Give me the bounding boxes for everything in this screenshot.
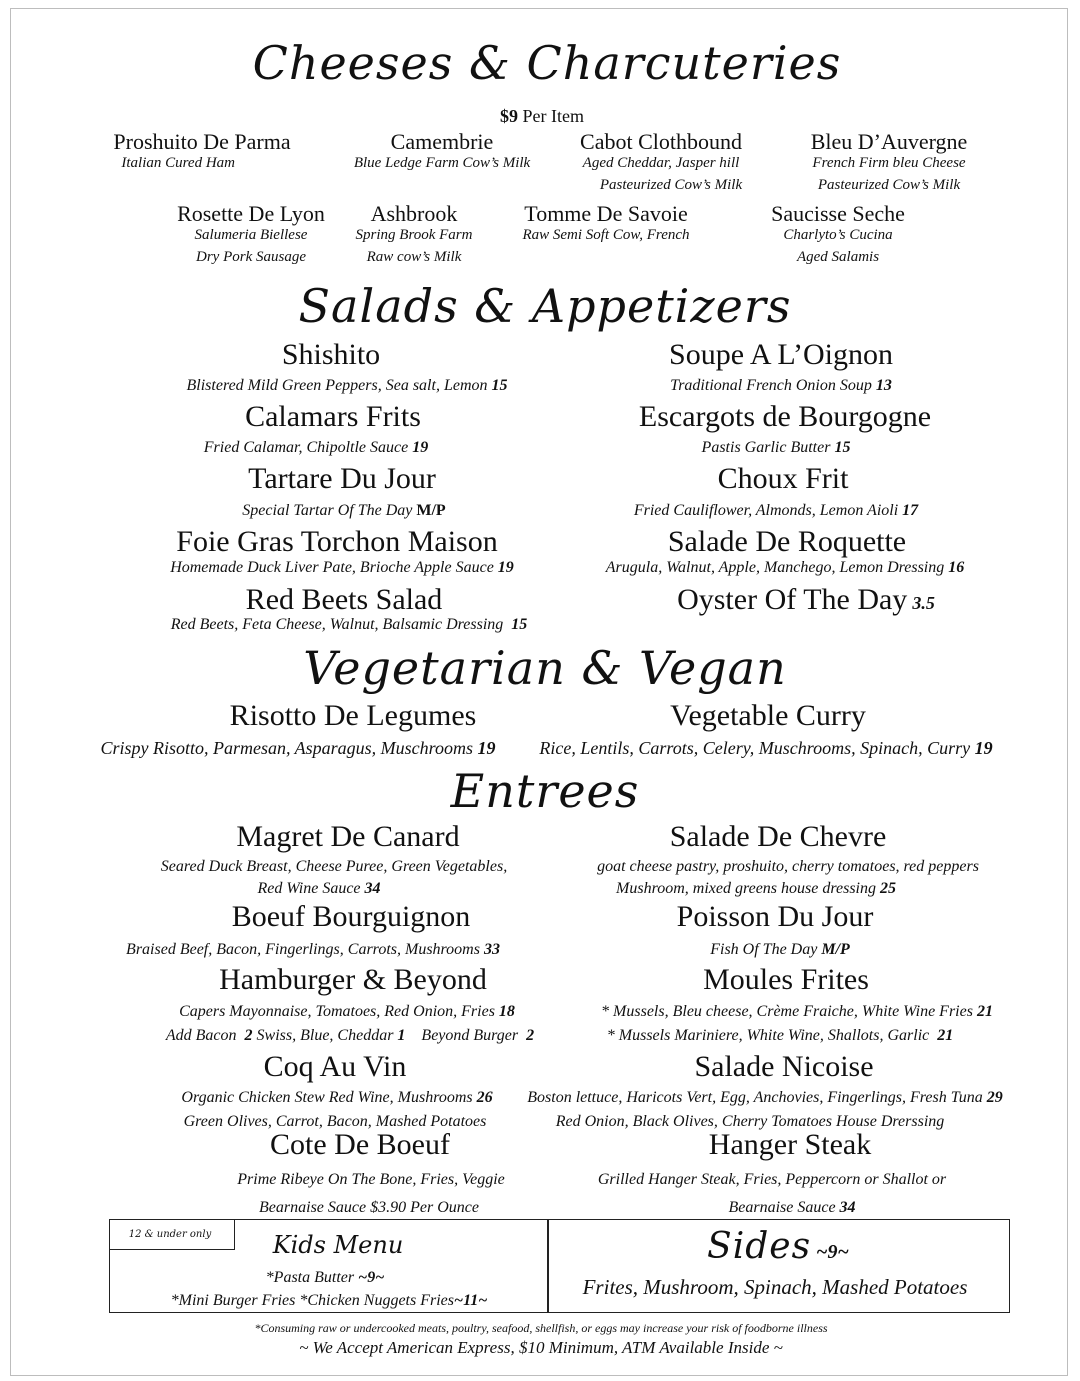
cheese-item-name: Saucisse Seche [771, 201, 905, 226]
addon-price: 2 [526, 1027, 535, 1044]
cheese-item-desc: Blue Ledge Farm Cow’s Milk [353, 155, 531, 171]
cheese-item-desc: Pasteurized Cow’s Milk [599, 176, 743, 193]
sides-price: ~9~ [816, 1241, 849, 1263]
cheese-item [811, 131, 968, 197]
menu-item-price: 25 [879, 879, 896, 897]
salads-section-title: Salads & Appetizers [298, 279, 792, 333]
cheese-item [580, 131, 742, 197]
sides-items: Frites, Mushroom, Spinach, Mashed Potatoes [582, 1275, 968, 1299]
cheese-item [113, 131, 290, 175]
kids-menu-title: Kids Menu [272, 1231, 404, 1259]
menu-item-desc: Rice, Lentils, Carrots, Celery, Muschrooms, Spinach, Curry 19 [539, 738, 993, 758]
menu-item-name: Salade De Chevre [669, 820, 887, 853]
menu-item-price: 33 [483, 941, 500, 958]
menu-item-desc: goat cheese pastry, proshuito, cherry tomatoes, red peppers Mushroom, mixed greens house dressing 25 [597, 858, 979, 897]
menu-item-price: 15 [834, 439, 851, 456]
menu-item-name: Vegetable Curry [670, 699, 866, 732]
menu-item-desc: Special Tartar Of The Day M/P [242, 502, 446, 519]
menu-item-price: 3.5 [912, 593, 935, 613]
menu-item-price: M/P [821, 941, 850, 958]
menu-item-price: 16 [948, 559, 965, 576]
menu-item-name: Poisson Du Jour [676, 900, 874, 933]
menu-item-desc: Fried Calamar, Chipoltle Sauce 19 [203, 439, 429, 456]
menu-item-price: 15 [511, 616, 528, 633]
menu-item-price: 26 [476, 1089, 493, 1106]
menu-item-price: 29 [986, 1089, 1003, 1106]
payment-note: ~ We Accept American Express, $10 Minimum, ATM Available Inside ~ [299, 1338, 783, 1357]
cheese-item-name: Tomme De Savoie [524, 201, 688, 226]
menu-item-desc: Organic Chicken Stew Red Wine, Mushrooms 26 [181, 1089, 493, 1106]
menu-item-name: Moules Frites [703, 963, 869, 996]
menu-item-name: Soupe A L’Oignon [669, 338, 893, 371]
cheese-item-desc: Charlyto’s Cucina [783, 227, 893, 243]
menu-item-desc: Capers Mayonnaise, Tomatoes, Red Onion, Fries 18 [179, 1003, 515, 1020]
menu-item-name: Coq Au Vin [263, 1050, 407, 1083]
cheese-item-desc: Raw Semi Soft Cow, French [522, 227, 690, 243]
kids-menu-price: ~9~ [358, 1269, 385, 1286]
kids-menu-item: *Mini Burger Fries *Chicken Nuggets Fries~11~ [170, 1292, 488, 1309]
cheeses-section-title: Cheeses & Charcuteries [252, 36, 842, 90]
menu-item-name: Hanger Steak [708, 1128, 872, 1161]
menu-item-price: 13 [875, 377, 892, 394]
kids-menu-price: ~11~ [454, 1292, 488, 1309]
cheese-item [177, 203, 325, 269]
menu-item-name: Red Beets Salad [245, 583, 443, 616]
cheese-item-desc: Aged Salamis [796, 248, 880, 265]
menu-item-name: Boeuf Bourguignon [231, 900, 471, 933]
menu-item-price: 18 [498, 1003, 515, 1020]
cheese-item-desc: Aged Cheddar, Jasper hill [582, 155, 740, 171]
food-safety-disclaimer: *Consuming raw or undercooked meats, poultry, seafood, shellfish, or eggs may increase your risk of foodborne illness [254, 1321, 828, 1335]
menu-item-desc: Bearnaise Sauce $3.90 Per Ounce [259, 1199, 479, 1216]
cheese-item-desc: Raw cow’s Milk [366, 248, 462, 265]
vegetarian-section-title: Vegetarian & Vegan [303, 641, 787, 695]
cheese-item [356, 203, 473, 269]
menu-item-name: Shishito [281, 338, 381, 371]
menu-item-desc: Fried Cauliflower, Almonds, Lemon Aioli 17 [633, 502, 919, 519]
menu-item-price: 15 [491, 377, 508, 394]
menu-item-desc: Green Olives, Carrot, Bacon, Mashed Potatoes [183, 1113, 487, 1130]
cheese-item-desc: Spring Brook Farm [355, 227, 473, 243]
menu-item-desc: Homemade Duck Liver Pate, Brioche Apple Sauce 19 [170, 559, 514, 576]
cheese-item-desc: French Firm bleu Cheese [812, 155, 966, 171]
cheese-item-desc: Salumeria Biellese [194, 227, 308, 243]
menu-item-name: Risotto De Legumes [229, 699, 477, 732]
price-per-item-value: $9 [500, 106, 519, 126]
menu-item-desc: Grilled Hanger Steak, Fries, Peppercorn or Shallot or [597, 1171, 947, 1188]
menu-item-name: Choux Frit [717, 462, 849, 495]
cheese-item-name: Proshuito De Parma [113, 129, 291, 154]
cheese-item [354, 131, 530, 175]
cheese-item [522, 203, 689, 247]
entrees-section-title: Entrees [450, 764, 640, 818]
menu-item-price: 21 [976, 1003, 993, 1020]
sides-title: Sides [707, 1226, 812, 1267]
menu-item-desc: Fish Of The Day M/P [710, 941, 850, 958]
cheese-item-desc: Dry Pork Sausage [196, 248, 306, 265]
menu-item-name: Tartare Du Jour [248, 462, 436, 495]
menu-item-price: 19 [497, 559, 514, 576]
menu-item-price: 19 [974, 738, 993, 758]
menu-item-desc: * Mussels Mariniere, White Wine, Shallots, Garlic 21 [606, 1027, 954, 1044]
kids-menu-item: *Pasta Butter ~9~ [265, 1269, 385, 1286]
menu-item-name: Salade De Roquette [667, 525, 907, 558]
menu-item-name: Cote De Boeuf [270, 1128, 450, 1161]
menu-item-desc: Braised Beef, Bacon, Fingerlings, Carrots, Mushrooms 33 [126, 941, 500, 958]
sides-heading [707, 1226, 849, 1267]
menu-item-desc: Pastis Garlic Butter 15 [701, 439, 851, 456]
cheese-item-name: Camembrie [390, 129, 494, 154]
menu-item-price: M/P [416, 502, 446, 519]
menu-item-desc: Seared Duck Breast, Cheese Puree, Green Vegetables, Red Wine Sauce 34 [160, 858, 508, 897]
menu-item-name: Hamburger & Beyond [219, 963, 487, 996]
menu-item-price: 21 [937, 1027, 954, 1044]
menu-item-price: 17 [902, 502, 919, 519]
menu-item-desc: Traditional French Onion Soup 13 [670, 377, 892, 394]
cheese-item-name: Ashbrook [370, 201, 458, 226]
menu-item-name: Salade Nicoise [694, 1050, 874, 1083]
price-per-item-note [500, 106, 584, 127]
cheese-item [771, 203, 905, 269]
menu-item-desc: Bearnaise Sauce 34 [728, 1199, 856, 1216]
menu-item-desc: Crispy Risotto, Parmesan, Asparagus, Muschrooms 19 [100, 738, 496, 758]
menu-item-desc: Prime Ribeye On The Bone, Fries, Veggie [237, 1171, 505, 1188]
menu-item-name: Magret De Canard [236, 820, 460, 853]
menu-item-name: Escargots de Bourgogne [638, 400, 932, 433]
menu-item-desc: Boston lettuce, Haricots Vert, Egg, Anchovies, Fingerlings, Fresh Tuna 29 [527, 1089, 1003, 1106]
menu-item-name: Calamars Frits [245, 400, 421, 433]
menu-item-price: 34 [839, 1199, 856, 1216]
cheese-item-name: Cabot Clothbound [580, 129, 742, 154]
price-per-item-text: Per Item [522, 106, 584, 126]
menu-item-oyster [677, 585, 935, 615]
menu-item-price: 34 [364, 879, 381, 897]
cheese-item-desc: Italian Cured Ham [121, 155, 236, 171]
addon-price: 2 [244, 1027, 253, 1044]
menu-item-price: 19 [477, 738, 496, 758]
menu-item-desc: * Mussels, Bleu cheese, Crème Fraiche, White Wine Fries 21 [601, 1003, 993, 1020]
cheese-item-name: Bleu D’Auvergne [810, 129, 968, 154]
kids-age-note: 12 & under only [128, 1229, 212, 1240]
menu-item-desc: Arugula, Walnut, Apple, Manchego, Lemon Dressing 16 [605, 559, 965, 576]
menu-item-name: Foie Gras Torchon Maison [176, 525, 498, 558]
menu-item-desc: Red Beets, Feta Cheese, Walnut, Balsamic Dressing 15 [170, 616, 528, 633]
cheese-item-desc: Pasteurized Cow’s Milk [817, 176, 961, 193]
menu-item-desc: Blistered Mild Green Peppers, Sea salt, Lemon 15 [186, 377, 508, 394]
menu-item-price: 19 [412, 439, 429, 456]
addon-price: 1 [397, 1027, 406, 1044]
hamburger-addons: Add Bacon 2 Swiss, Blue, Cheddar 1 Beyond Burger 2 [165, 1027, 535, 1044]
menu-item-desc: Red Onion, Black Olives, Cherry Tomatoes House Drerssing [555, 1113, 945, 1130]
cheese-item-name: Rosette De Lyon [177, 201, 325, 226]
menu-item-name: Oyster Of The Day [677, 583, 908, 616]
